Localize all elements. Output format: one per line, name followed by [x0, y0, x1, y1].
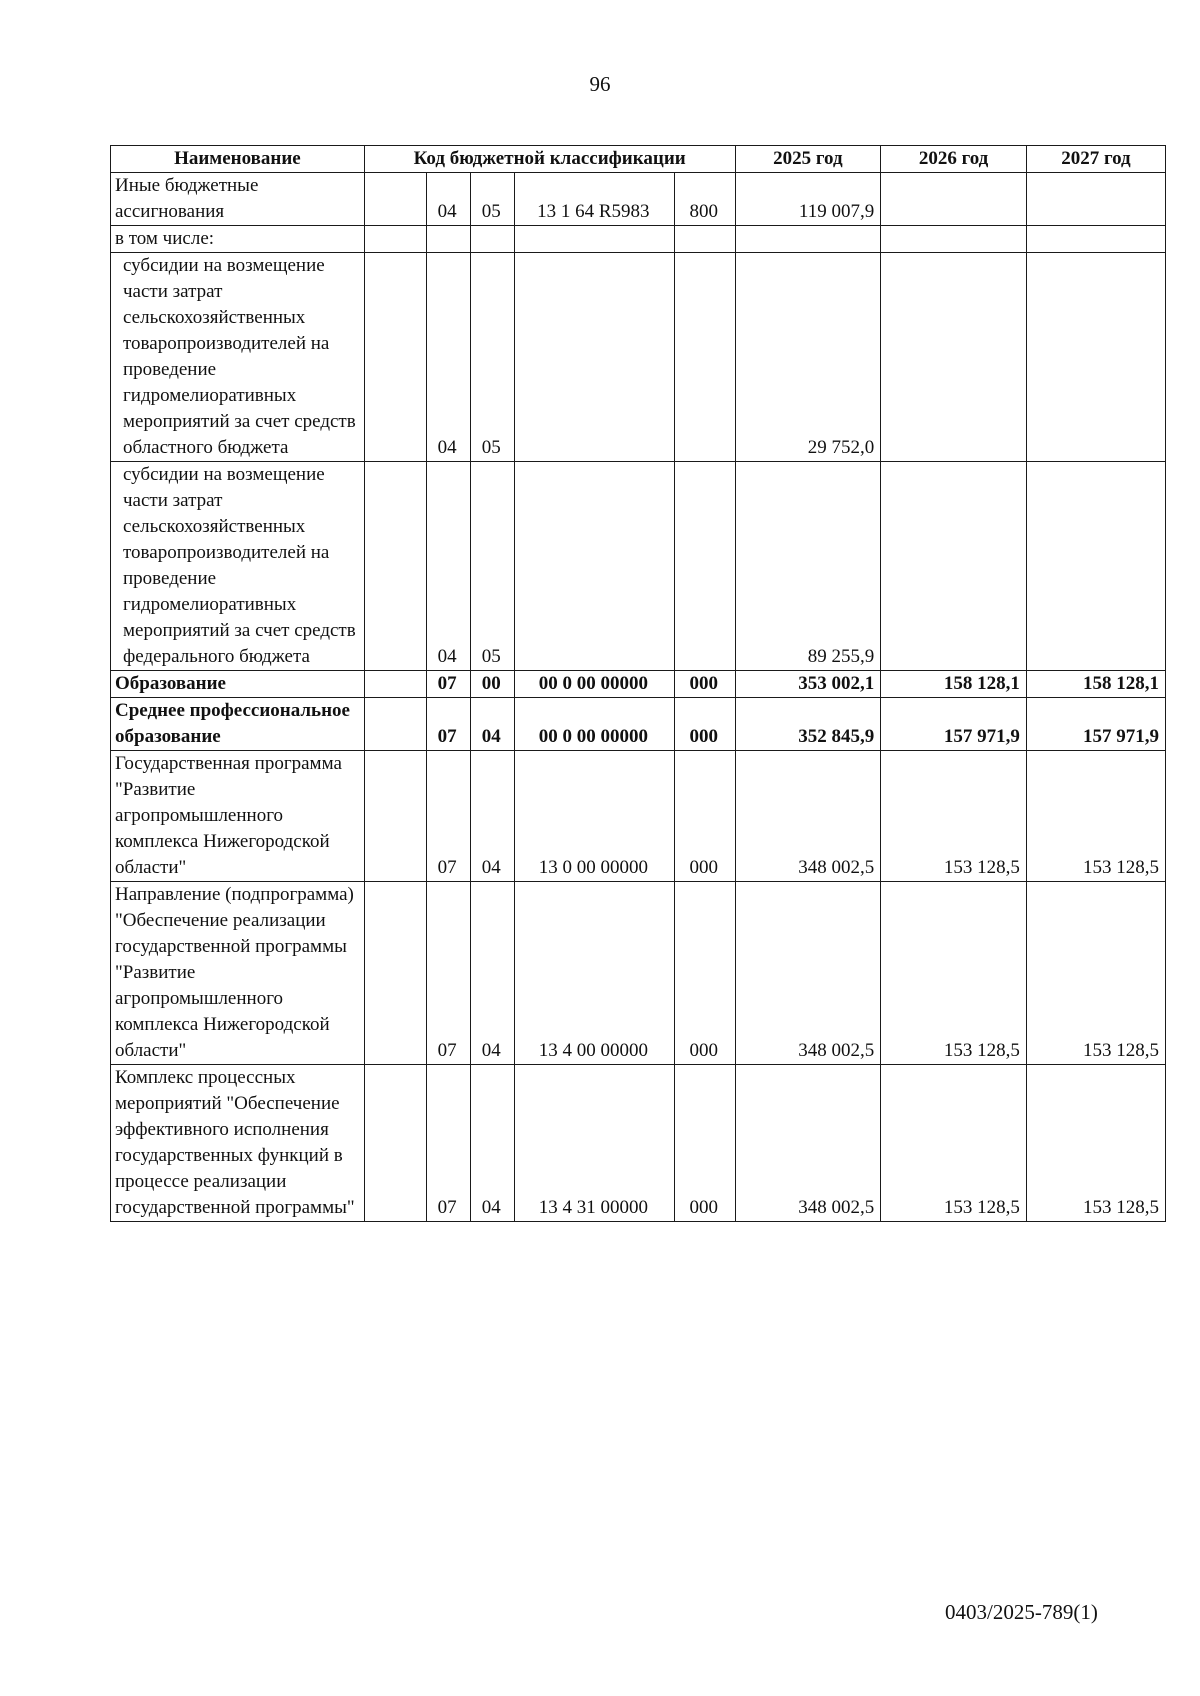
cell-section: 07 — [426, 751, 470, 882]
cell-subsection — [470, 226, 514, 253]
cell-expense-type: 000 — [674, 698, 735, 751]
cell-blank — [364, 173, 426, 226]
cell-name: в том числе: — [111, 226, 365, 253]
cell-blank — [364, 1065, 426, 1222]
cell-name: субсидии на возмещение части затрат сельскохозяйственных товаропроизводителей на проведение гидромелиоративных мероприятий за счет средств областного бюджета — [111, 253, 365, 462]
table-header-row — [111, 146, 1166, 173]
cell-blank — [364, 751, 426, 882]
cell-target-article: 13 0 00 00000 — [514, 751, 674, 882]
cell-2025: 348 002,5 — [735, 882, 881, 1065]
cell-subsection: 04 — [470, 751, 514, 882]
cell-2026 — [881, 253, 1027, 462]
cell-name: Направление (подпрограмма) "Обеспечение реализации государственной программы "Развитие агропромышленного комплекса Нижегородской области" — [111, 882, 365, 1065]
cell-2027: 158 128,1 — [1026, 671, 1165, 698]
cell-section: 07 — [426, 882, 470, 1065]
cell-target-article — [514, 253, 674, 462]
cell-target-article — [514, 462, 674, 671]
cell-2026 — [881, 173, 1027, 226]
cell-2027: 153 128,5 — [1026, 751, 1165, 882]
table-row — [111, 882, 1166, 1065]
cell-2027: 157 971,9 — [1026, 698, 1165, 751]
cell-2026 — [881, 462, 1027, 671]
cell-2027 — [1026, 253, 1165, 462]
cell-2025: 352 845,9 — [735, 698, 881, 751]
cell-expense-type: 000 — [674, 882, 735, 1065]
cell-target-article: 13 4 00 00000 — [514, 882, 674, 1065]
cell-blank — [364, 253, 426, 462]
cell-2027: 153 128,5 — [1026, 882, 1165, 1065]
cell-name: Среднее профессиональное образование — [111, 698, 365, 751]
cell-subsection: 00 — [470, 671, 514, 698]
table-row — [111, 253, 1166, 462]
cell-name: Государственная программа "Развитие агропромышленного комплекса Нижегородской области" — [111, 751, 365, 882]
cell-expense-type — [674, 253, 735, 462]
cell-target-article: 13 4 31 00000 — [514, 1065, 674, 1222]
cell-target-article: 00 0 00 00000 — [514, 698, 674, 751]
cell-2025: 29 752,0 — [735, 253, 881, 462]
table-row — [111, 698, 1166, 751]
cell-section: 04 — [426, 462, 470, 671]
cell-expense-type: 000 — [674, 671, 735, 698]
cell-name: Иные бюджетные ассигнования — [111, 173, 365, 226]
cell-section — [426, 226, 470, 253]
cell-target-article: 00 0 00 00000 — [514, 671, 674, 698]
cell-2026: 153 128,5 — [881, 751, 1027, 882]
cell-expense-type — [674, 226, 735, 253]
cell-blank — [364, 698, 426, 751]
cell-2026: 157 971,9 — [881, 698, 1027, 751]
cell-subsection: 05 — [470, 462, 514, 671]
cell-2027: 153 128,5 — [1026, 1065, 1165, 1222]
cell-2025: 348 002,5 — [735, 1065, 881, 1222]
cell-section: 07 — [426, 698, 470, 751]
table-row — [111, 462, 1166, 671]
cell-name: субсидии на возмещение части затрат сельскохозяйственных товаропроизводителей на проведение гидромелиоративных мероприятий за счет средств федерального бюджета — [111, 462, 365, 671]
header-code: Код бюджетной классификации — [364, 146, 735, 173]
table-row — [111, 671, 1166, 698]
header-name: Наименование — [111, 146, 365, 173]
cell-section: 07 — [426, 671, 470, 698]
cell-2027 — [1026, 462, 1165, 671]
cell-target-article: 13 1 64 R5983 — [514, 173, 674, 226]
cell-2025: 89 255,9 — [735, 462, 881, 671]
cell-section: 04 — [426, 253, 470, 462]
table-row — [111, 751, 1166, 882]
table-row — [111, 226, 1166, 253]
table-body — [111, 173, 1166, 1222]
cell-blank — [364, 671, 426, 698]
cell-subsection: 04 — [470, 882, 514, 1065]
cell-section: 07 — [426, 1065, 470, 1222]
cell-2025 — [735, 226, 881, 253]
cell-expense-type: 800 — [674, 173, 735, 226]
cell-2026: 158 128,1 — [881, 671, 1027, 698]
cell-2025: 348 002,5 — [735, 751, 881, 882]
cell-2027 — [1026, 173, 1165, 226]
cell-expense-type — [674, 462, 735, 671]
cell-name: Комплекс процессных мероприятий "Обеспечение эффективного исполнения государственных функций в процессе реализации государственной программы" — [111, 1065, 365, 1222]
header-2027: 2027 год — [1026, 146, 1165, 173]
cell-subsection: 04 — [470, 1065, 514, 1222]
header-2025: 2025 год — [735, 146, 881, 173]
budget-table — [110, 145, 1166, 1222]
cell-2026 — [881, 226, 1027, 253]
cell-2026: 153 128,5 — [881, 882, 1027, 1065]
cell-subsection: 05 — [470, 253, 514, 462]
cell-2025: 353 002,1 — [735, 671, 881, 698]
cell-2025: 119 007,9 — [735, 173, 881, 226]
table-row — [111, 1065, 1166, 1222]
cell-subsection: 05 — [470, 173, 514, 226]
cell-target-article — [514, 226, 674, 253]
table-row — [111, 173, 1166, 226]
cell-blank — [364, 226, 426, 253]
cell-2027 — [1026, 226, 1165, 253]
cell-blank — [364, 462, 426, 671]
cell-subsection: 04 — [470, 698, 514, 751]
cell-expense-type: 000 — [674, 751, 735, 882]
cell-section: 04 — [426, 173, 470, 226]
page-number: 96 — [589, 72, 611, 96]
header-2026: 2026 год — [881, 146, 1027, 173]
cell-name: Образование — [111, 671, 365, 698]
document-code: 0403/2025-789(1) — [945, 1600, 1098, 1624]
cell-expense-type: 000 — [674, 1065, 735, 1222]
cell-2026: 153 128,5 — [881, 1065, 1027, 1222]
cell-blank — [364, 882, 426, 1065]
